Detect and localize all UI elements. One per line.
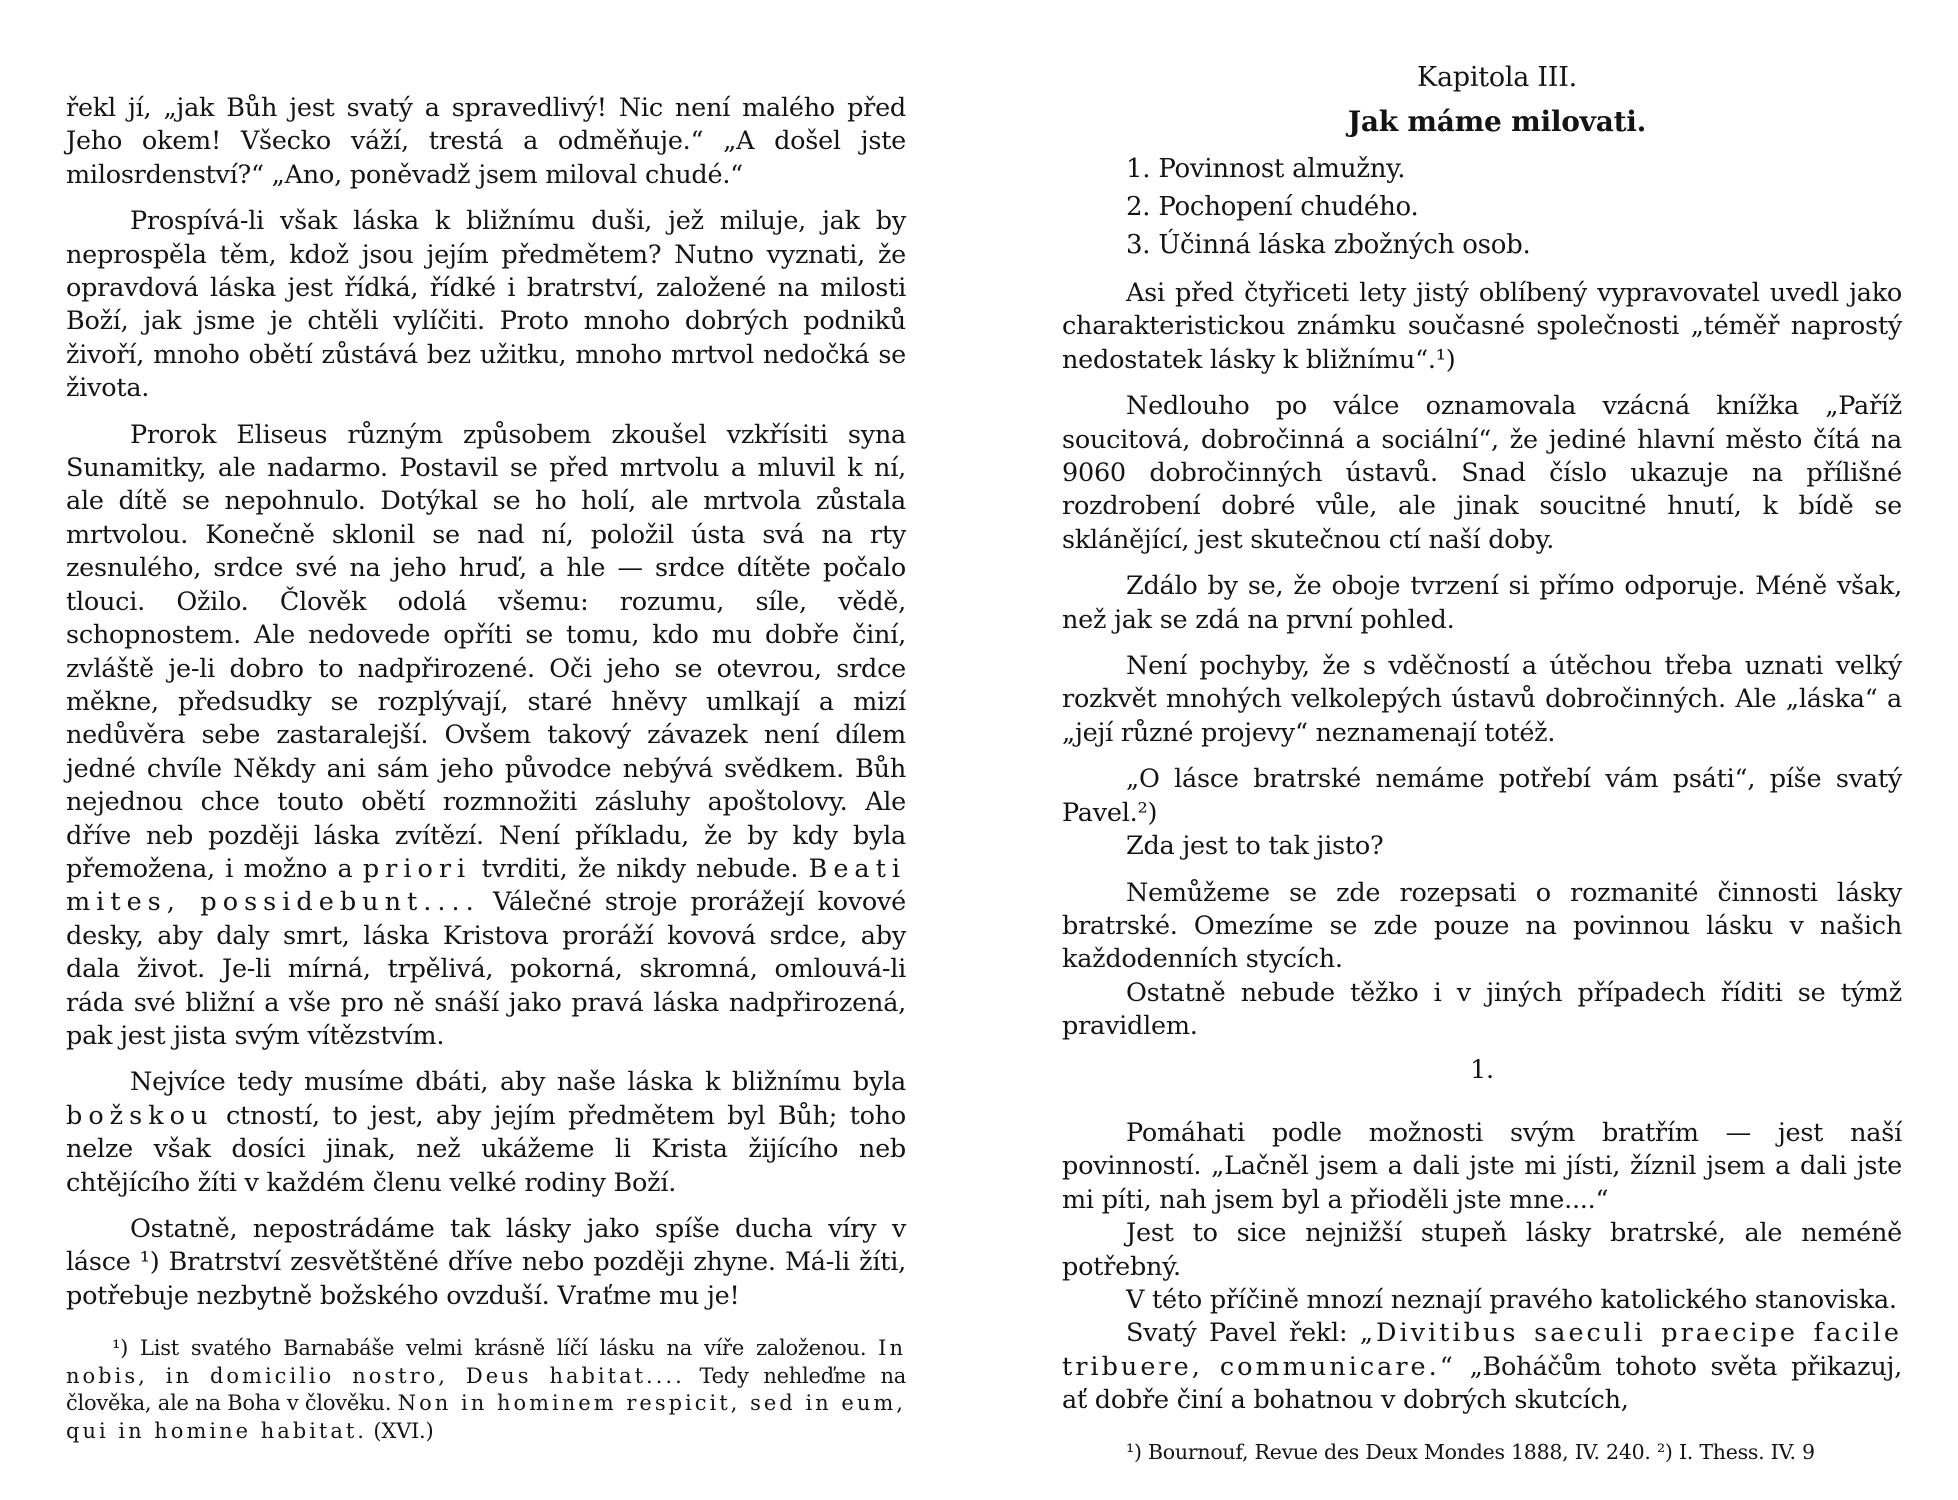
right-paragraph-9: Pomáhati podle možnosti svým bratřím — jest naší povinností. „Lačněl jsem a dali jste mi jísti, žíznil jsem a dali jste mi píti, nah jsem byl a přioděli jste mne....“: [1062, 1117, 1902, 1215]
left-paragraph-4: [66, 1066, 906, 1200]
right-paragraph-5: „O lásce bratrské nemáme potřebí vám psáti“, píše svatý Pavel.²): [1062, 764, 1902, 828]
p3-priori: priori: [362, 853, 472, 884]
section-number: 1.: [1470, 1054, 1494, 1085]
footnote-text-b: Tedy nehleďme na člověka, ale na Boha v člověku.: [66, 1363, 907, 1416]
left-paragraph-1: řekl jí, „jak Bůh jest svatý a spravedlivý! Nic není malého před Jeho okem! Všecko váží, trestá a odměňuje.“ „A došel jste milosrdenství?“ „Ano, poněvadž jsem miloval chudé.“: [66, 93, 906, 190]
right-paragraph-12: [1062, 1317, 1902, 1417]
footnote-ref-1: ¹): [139, 1247, 160, 1278]
right-paragraph-3: Zdálo by se, že oboje tvrzení si přímo odporuje. Méně však, než jak se zdá na první pohled.: [1062, 571, 1902, 635]
p4-text-b: ctností, to jest, aby jejím předmětem byl Bůh; toho nelze však dosíci jinak, než ukážeme li Krista žijícího neb chtějícího žíti v každém členu velké rodiny Boží.: [66, 1100, 906, 1198]
right-paragraph-8: Ostatně nebude těžko i v jiných případech říditi se týmž pravidlem.: [1062, 977, 1902, 1042]
p3-latin: Beati mites, possidebunt....: [66, 853, 907, 918]
p3-text-b: tvrditi, že nikdy nebude.: [481, 853, 799, 884]
left-footnote-text: [66, 1335, 906, 1445]
p3-text-a: Prorok Eliseus různým způsobem zkoušel vzkřísiti syna Sunamitky, ale nadarmo. Postavil se před mrtvolu a mluvil k ní, ale dítě se nepohnulo. Dotýkal se ho holí, ale mrtvola zůstala mrtvolou. Konečně sklonil se nad ní, položil ústa svá na rty zesnulého, srdce své na jeho hruď, a hle — srdce dítěte počalo tlouci. Ožilo. Člověk odolá všemu: rozumu, síle, vědě, schopnostem. Ale nedovede opříti se tomu, kdo mu dobře činí, zvláště je-li dobro to nadpřirozené. Oči jeho se otevrou, srdce měkne, předsudky se rozplývají, staré hněvy umlkají a mizí nedůvěra sebe zastaralejší. Ovšem takový závazek není dílem jedné chvíle Někdy ani sám jeho původce nebývá svědkem. Bůh nejednou chce touto obětí rozmnožiti zásluhy apoštolovy. Ale dříve neb později láska zvítězí. Není příkladu, že by kdy byla přemožena, i možno a: [66, 419, 906, 884]
outline-item: 3. Účinná láska zbožných osob.: [1126, 230, 1531, 260]
right-paragraph-1: Asi před čtyřiceti lety jistý oblíbený vypravovatel uvedl jako charakteristickou známku současné společnosti „téměř naprostý nedostatek lásky k bližnímu“.¹): [1062, 278, 1902, 375]
outline-item: 1. Povinnost almužny.: [1126, 154, 1406, 184]
p12-text-a: Svatý Pavel řekl:: [1126, 1318, 1348, 1349]
footnote-mark: ¹): [112, 1336, 129, 1361]
left-page: [66, 0, 906, 1500]
left-paragraph-5: [66, 1213, 906, 1313]
footnote-latin-2: Non in hominem respicit, sed in eum, qui in homine habitat.: [66, 1391, 906, 1443]
left-footnote: [66, 1335, 906, 1445]
chapter-outline: [1062, 150, 1902, 264]
p5-text-b: Bratrství zesvětštěné dříve nebo později zhyne. Má-li žíti, potřebuje nezbytně božského ovzduší. Vraťme mu je!: [66, 1247, 906, 1311]
p4-bozskou: božskou: [66, 1100, 214, 1131]
left-paragraph-2: Prospívá-li však láska k bližnímu duši, jež miluje, jak by neprospěla těm, kdož jsou jejím předmětem? Nutno vyznati, že opravdová láska jest řídká, řídké i bratrství, založené na milosti Boží, jak jsme je chtěli vylíčiti. Proto mnoho dobrých podniků živoří, mnoho obětí zůstává bez užitku, mnoho mrtvol nedočká se života.: [66, 206, 906, 404]
outline-item: 2. Pochopení chudého.: [1126, 192, 1419, 222]
right-column: [1062, 58, 1902, 1466]
chapter-title: Jak máme milovati.: [1347, 105, 1647, 138]
p5-text-a: Ostatně, nepostrádáme tak lásky jako spíše ducha víry v lásce: [66, 1214, 906, 1278]
right-paragraph-10: Jest to sice nejnižší stupeň lásky bratrské, ale neméně potřebný.: [1062, 1218, 1902, 1282]
right-paragraph-6: Zda jest to tak jisto?: [1126, 831, 1384, 862]
p12-text-b: „Boháčům tohoto světa přikazuj, ať dobře činí a bohatnou v dobrých skutcích,: [1062, 1351, 1903, 1416]
p4-text-a: Nejvíce tedy musíme dbáti, aby naše láska k bližnímu byla: [130, 1067, 906, 1098]
footnote-text-a: List svatého Barnabáše velmi krásně líčí lásku na víře založenou.: [140, 1336, 867, 1361]
left-column: [66, 92, 906, 1445]
right-footnote: ¹) Bournouf, Revue des Deux Mondes 1888, IV. 240. ²) I. Thess. IV. 9: [1126, 1439, 1815, 1464]
left-paragraph-3: [66, 419, 906, 1054]
p3-text-c: Válečné stroje prorážejí kovové desky, aby daly smrt, láska Kristova proráží kovová srdce, aby dala život. Je-li mírná, trpělivá, pokorná, skromná, omlouvá-li ráda své bližní a vše pro ně snáší jako pravá láska nadpřirozená, pak jest jista svým vítězstvím.: [66, 887, 907, 1051]
right-page: [1062, 0, 1902, 1500]
footnote-ref: (XVI.): [373, 1418, 434, 1443]
right-paragraph-7: Nemůžeme se zde rozepsati o rozmanité činnosti lásky bratrské. Omezíme se zde pouze na povinnou lásku v našich každodenních stycích.: [1062, 877, 1902, 975]
chapter-label: Kapitola III.: [1417, 62, 1577, 93]
right-paragraph-11: V této příčině mnozí neznají pravého katolického stanoviska.: [1126, 1284, 1897, 1315]
p12-latin: „Divitibus saeculi praecipe facile tribuere, communicare.“: [1062, 1318, 1903, 1382]
right-paragraph-2: Nedlouho po válce oznamovala vzácná knížka „Paříž soucitová, dobročinná a sociální“, že jediné hlavní město čítá na 9060 dobročinných ústavů. Snad číslo ukazuje na přílišné rozdrobení dobré vůle, ale jinak soucitné hnutí, k bídě se sklánějící, jest skutečnou ctí naší doby.: [1062, 391, 1902, 555]
right-paragraph-4: Není pochyby, že s vděčností a útěchou třeba uznati velký rozkvět mnohých velkolepých ústavů dobročinných. Ale „láska“ a „její různé projevy“ neznamenají totéž.: [1062, 651, 1902, 748]
footnote-latin-1: In nobis, in domicilio nostro, Deus habitat....: [66, 1336, 906, 1388]
